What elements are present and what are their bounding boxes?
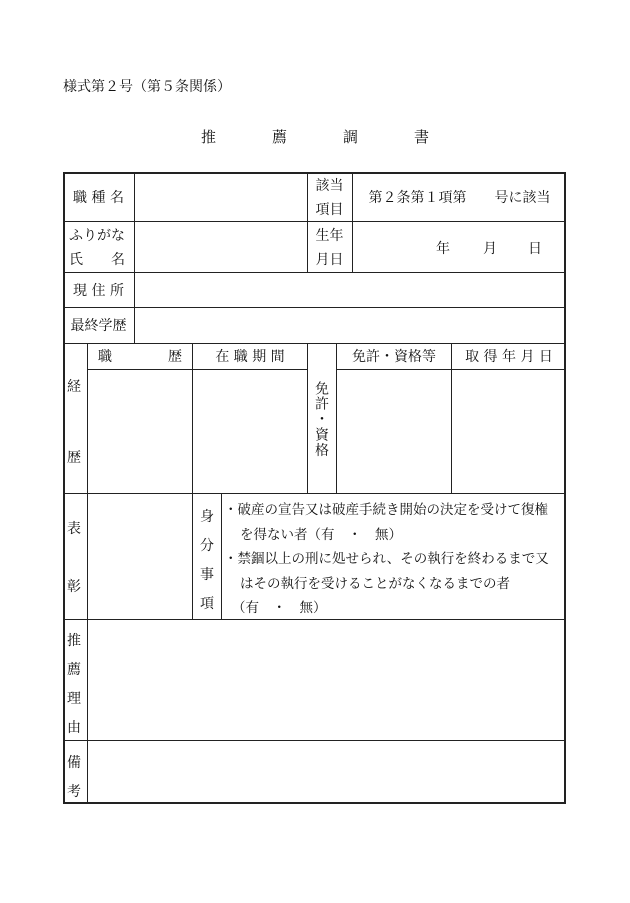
applicable-item-label: 項目: [315, 202, 344, 218]
name-label: 氏 名: [69, 252, 125, 268]
awards-side-label: 表: [67, 521, 81, 537]
furigana-label: ふりがな: [69, 228, 125, 244]
license-field[interactable]: [337, 370, 451, 493]
remarks-field[interactable]: [88, 741, 566, 803]
career-side-label: 経: [67, 379, 81, 395]
col-divider: [221, 493, 222, 619]
title-char: 調: [343, 128, 359, 146]
imprisonment-clause-cont: はその執行を受けることがなくなるまでの者: [240, 575, 510, 592]
col-tenure: 在 職 期 間: [215, 349, 285, 365]
birth-month-unit: 月: [483, 241, 497, 257]
recommendation-reason-label: 推: [67, 633, 81, 649]
title-char: 薦: [271, 128, 287, 146]
job-title-label: 職 種 名: [73, 189, 124, 206]
recommendation-reason-label: 由: [67, 720, 81, 736]
career-side-label: 歴: [67, 450, 81, 466]
acquired-date-field[interactable]: [452, 370, 566, 493]
status-matters-label: 事: [200, 567, 214, 583]
title-char: 書: [414, 128, 430, 146]
address-label: 現 住 所: [73, 282, 124, 299]
imprisonment-clause-choice[interactable]: （有 ・ 無）: [232, 600, 327, 616]
birth-year-unit: 年: [436, 241, 450, 257]
applicable-item-label: 該当: [315, 178, 344, 194]
status-matters-label: 身: [200, 509, 214, 525]
address-field[interactable]: [135, 272, 566, 307]
license-side-label: 免許・資格: [313, 381, 329, 458]
status-matters-label: 分: [200, 538, 214, 554]
education-label: 最終学歴: [70, 318, 127, 334]
col-divider: [307, 343, 308, 493]
form-number: 様式第２号（第５条関係）: [63, 79, 231, 95]
birth-day-unit: 日: [528, 241, 542, 257]
col-license: 免許・資格等: [352, 349, 436, 365]
awards-side-label: 彰: [67, 579, 81, 595]
recommendation-reason-field[interactable]: [88, 620, 566, 740]
remarks-label: 備: [67, 755, 81, 771]
document-title: [63, 126, 567, 147]
bankruptcy-clause-choice[interactable]: を得ない者（有 ・ 無）: [240, 526, 402, 543]
name-field[interactable]: [135, 222, 307, 272]
status-matters-label: 項: [200, 596, 214, 612]
bankruptcy-clause: ・破産の宣告又は破産手続き開始の決定を受けて復権: [224, 502, 548, 518]
birthdate-label: 生年: [315, 228, 344, 244]
job-title-field[interactable]: [135, 172, 307, 221]
tenure-field[interactable]: [193, 370, 307, 493]
recommendation-reason-label: 理: [67, 691, 81, 707]
job-history-field[interactable]: [88, 370, 192, 493]
birthdate-label: 月日: [315, 252, 344, 268]
awards-field[interactable]: [88, 494, 192, 619]
title-char: 推: [200, 128, 216, 146]
remarks-label: 考: [67, 784, 81, 800]
col-acquired-date: 取 得 年 月 日: [465, 349, 553, 365]
col-job-history: 職 歴: [98, 349, 182, 365]
applicable-item-value[interactable]: 第２条第１項第 号に該当: [368, 189, 551, 206]
imprisonment-clause: ・禁錮以上の刑に処せられ、その執行を終わるまで又: [224, 551, 549, 567]
education-field[interactable]: [135, 307, 566, 343]
recommendation-reason-label: 薦: [67, 662, 81, 678]
